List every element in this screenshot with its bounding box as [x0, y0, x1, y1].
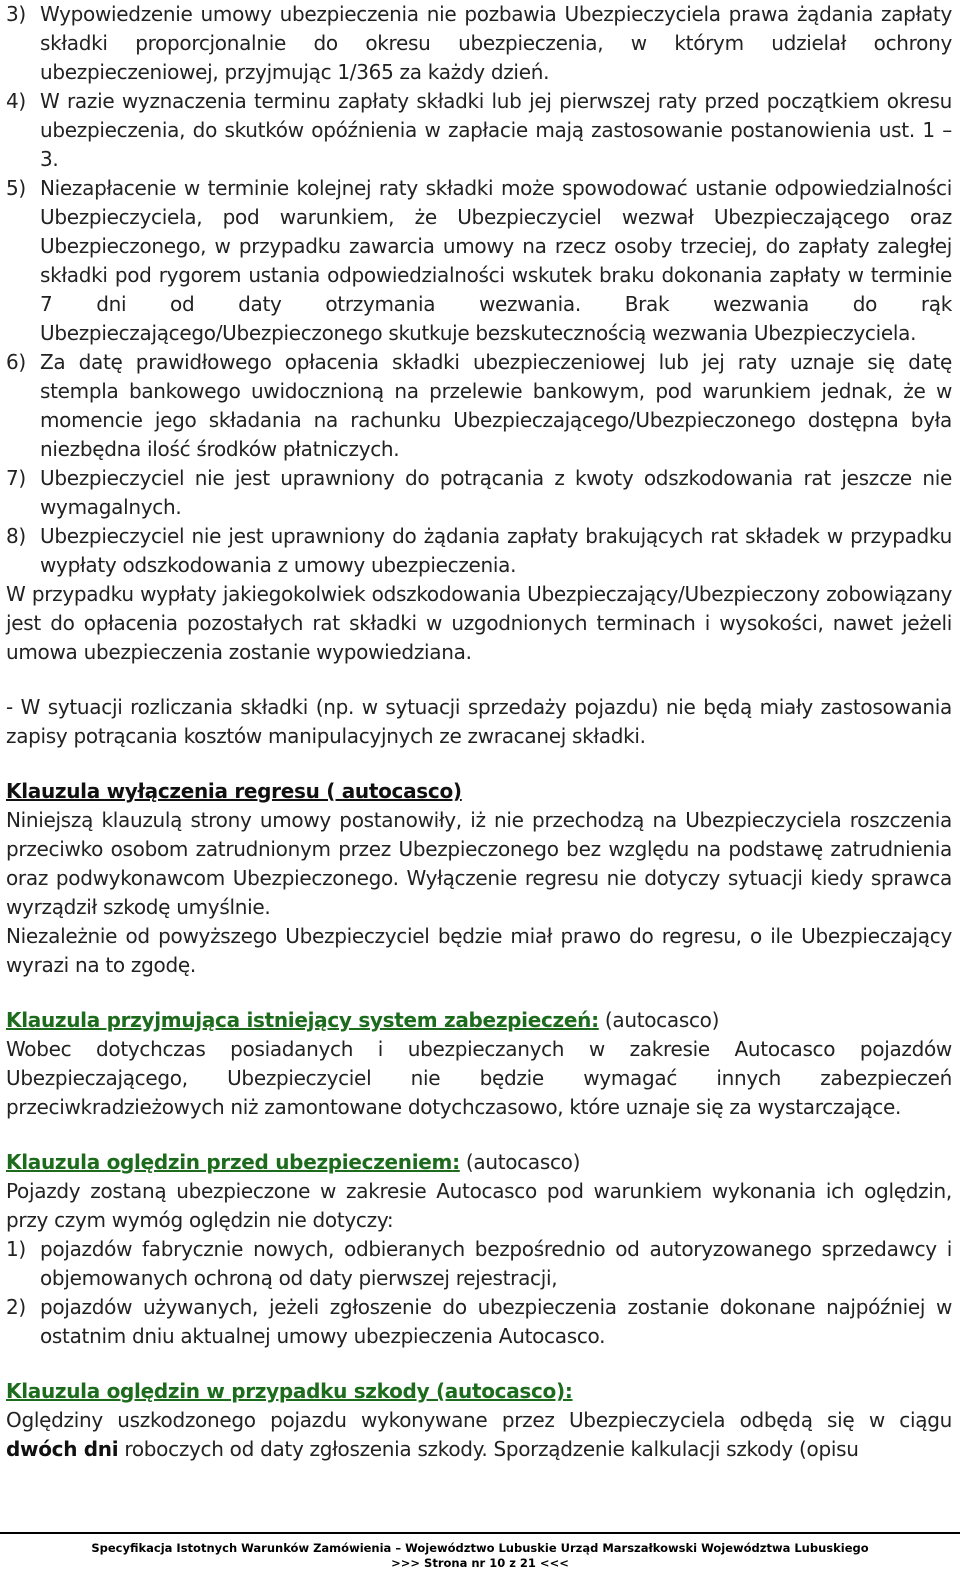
list-item: [6, 348, 952, 464]
heading-text: Klauzula wyłączenia regresu ( autocasco): [6, 779, 462, 803]
list-item: [6, 464, 952, 522]
heading-note: (autocasco): [598, 1008, 720, 1032]
list-number: 3): [6, 2, 26, 26]
clause-inspection-paragraph: Pojazdy zostaną ubezpieczone w zakresie Autocasco pod warunkiem wykonania ich oględzin, przy czym wymóg oględzin nie dotyczy:: [6, 1179, 952, 1232]
bold-text: dwóch dni: [6, 1437, 119, 1461]
page-number: >>> Strona nr 10 z 21 <<<: [391, 1556, 569, 1570]
clause-regres-paragraph-2: Niezależnie od powyższego Ubezpieczyciel będzie miał prawo do regresu, o ile Ubezpieczający wyrazi na to zgodę.: [6, 924, 952, 977]
clause-damage-heading: [6, 1377, 952, 1406]
list-number: 7): [6, 466, 26, 490]
list-item: [6, 1293, 952, 1351]
heading-colon: :: [591, 1008, 599, 1032]
footer-title: Specyfikacja Istotnych Warunków Zamówienia – Województwo Lubuskie Urząd Marszałkowski Województwa Lubuskiego: [91, 1541, 869, 1555]
list-number: 8): [6, 524, 26, 548]
clause-regres-paragraph: Niniejszą klauzulą strony umowy postanowiły, iż nie przechodzą na Ubezpieczyciela roszczenia przeciwko osobom zatrudnionym przez Ubezpieczonego bez względu na podstawę zatrudnienia oraz podwykonawcom Ubezpieczonego. Wyłączenie regresu nie dotyczy sytuacji kiedy sprawca wyrządził szkodę umyślnie.: [6, 808, 952, 919]
list-text: Ubezpieczyciel nie jest uprawniony do potrącania z kwoty odszkodowania rat jeszcze nie wymagalnych.: [40, 466, 952, 519]
paragraph-text: Oględziny uszkodzonego pojazdu wykonywane przez Ubezpieczyciela odbędą się w ciągu: [6, 1408, 952, 1432]
heading-colon: :: [452, 1150, 460, 1174]
page-footer: [0, 1532, 960, 1578]
list-number: 1): [6, 1237, 26, 1261]
list-text: Wypowiedzenie umowy ubezpieczenia nie pozbawia Ubezpieczyciela prawa żądania zapłaty składki proporcjonalnie do okresu ubezpieczenia, w którym udzielał ochrony ubezpieczeniowej, przyjmując 1/365 za każdy dzień.: [40, 2, 952, 84]
list-text: Niezapłacenie w terminie kolejnej raty składki może spowodować ustanie odpowiedzialności Ubezpieczyciela, pod warunkiem, że Ubezpieczyciel wezwał Ubezpieczającego oraz Ubezpieczonego, w przypadku zawarcia umowy na rzecz osoby trzeciej, do zapłaty zaległej składki pod rygorem ustania odpowiedzialności wskutek braku dokonania zapłaty w terminie 7 dni od daty otrzymania wezwania. Brak wezwania do rąk Ubezpieczającego/Ubezpieczonego skutkuje bezskutecznością wezwania Ubezpieczyciela.: [40, 176, 952, 345]
heading-text: Klauzula oględzin przed ubezpieczeniem: [6, 1150, 453, 1174]
paragraph-text-end: roboczych od daty zgłoszenia szkody. Sporządzenie kalkulacji szkody (opisu: [118, 1437, 859, 1461]
paragraph-installments: W przypadku wypłaty jakiegokolwiek odszkodowania Ubezpieczający/Ubezpieczony zobowiązany jest do opłacenia pozostałych rat składki w uzgodnionych terminach i wysokości, nawet jeżeli umowa ubezpieczenia zostanie wypowiedziana.: [6, 582, 952, 664]
list-text: W razie wyznaczenia terminu zapłaty składki lub jej pierwszej raty przed początkiem okresu ubezpieczenia, do skutków opóźnienia w zapłacie mają zastosowanie postanowienia ust. 1 – 3.: [40, 89, 952, 171]
list-text: Za datę prawidłowego opłacenia składki ubezpieczeniowej lub jej raty uznaje się datę stempla bankowego uwidocznioną na przelewie bankowym, pod warunkiem jednak, że w momencie jego składania na rachunku Ubezpieczającego/Ubezpieczonego dostępna była niezbędna ilość środków płatniczych.: [40, 350, 952, 461]
clause-system-heading: [6, 1006, 952, 1035]
clause-regres-heading: [6, 777, 952, 806]
list-item: [6, 174, 952, 348]
heading-note: (autocasco): [459, 1150, 581, 1174]
clause-system-paragraph: Wobec dotychczas posiadanych i ubezpieczanych w zakresie Autocasco pojazdów Ubezpieczającego, Ubezpieczyciel nie będzie wymagać innych zabezpieczeń przeciwkradzieżowych niż zamontowane dotychczasowo, które uznaje się za wystarczające.: [6, 1037, 952, 1119]
list-text: pojazdów fabrycznie nowych, odbieranych bezpośrednio od autoryzowanego sprzedawcy i objemowanych ochroną od daty pierwszej rejestracji,: [40, 1237, 952, 1290]
list-number: 4): [6, 89, 26, 113]
list-text: Ubezpieczyciel nie jest uprawniony do żądania zapłaty brakujących rat składek w przypadku wypłaty odszkodowania z umowy ubezpieczenia.: [40, 524, 952, 577]
list-number: 2): [6, 1295, 26, 1319]
list-item: [6, 87, 952, 174]
list-number: 6): [6, 350, 26, 374]
paragraph-settlement: - W sytuacji rozliczania składki (np. w sytuacji sprzedaży pojazdu) nie będą miały zastosowania zapisy potrącania kosztów manipulacyjnych ze zwracanej składki.: [6, 695, 952, 748]
list-text: pojazdów używanych, jeżeli zgłoszenie do ubezpieczenia zostanie dokonane najpóźniej w ostatnim dniu aktualnej umowy ubezpieczenia Autocasco.: [40, 1295, 952, 1348]
list-number: 5): [6, 176, 26, 200]
list-item: [6, 0, 952, 87]
document-body: [6, 0, 952, 1464]
heading-text: Klauzula oględzin w przypadku szkody (autocasco):: [6, 1379, 573, 1403]
list-item: [6, 522, 952, 580]
clause-damage-paragraph: [6, 1406, 952, 1464]
clause-inspection-heading: [6, 1148, 952, 1177]
list-item: [6, 1235, 952, 1293]
heading-text: Klauzula przyjmująca istniejący system zabezpieczeń: [6, 1008, 592, 1032]
